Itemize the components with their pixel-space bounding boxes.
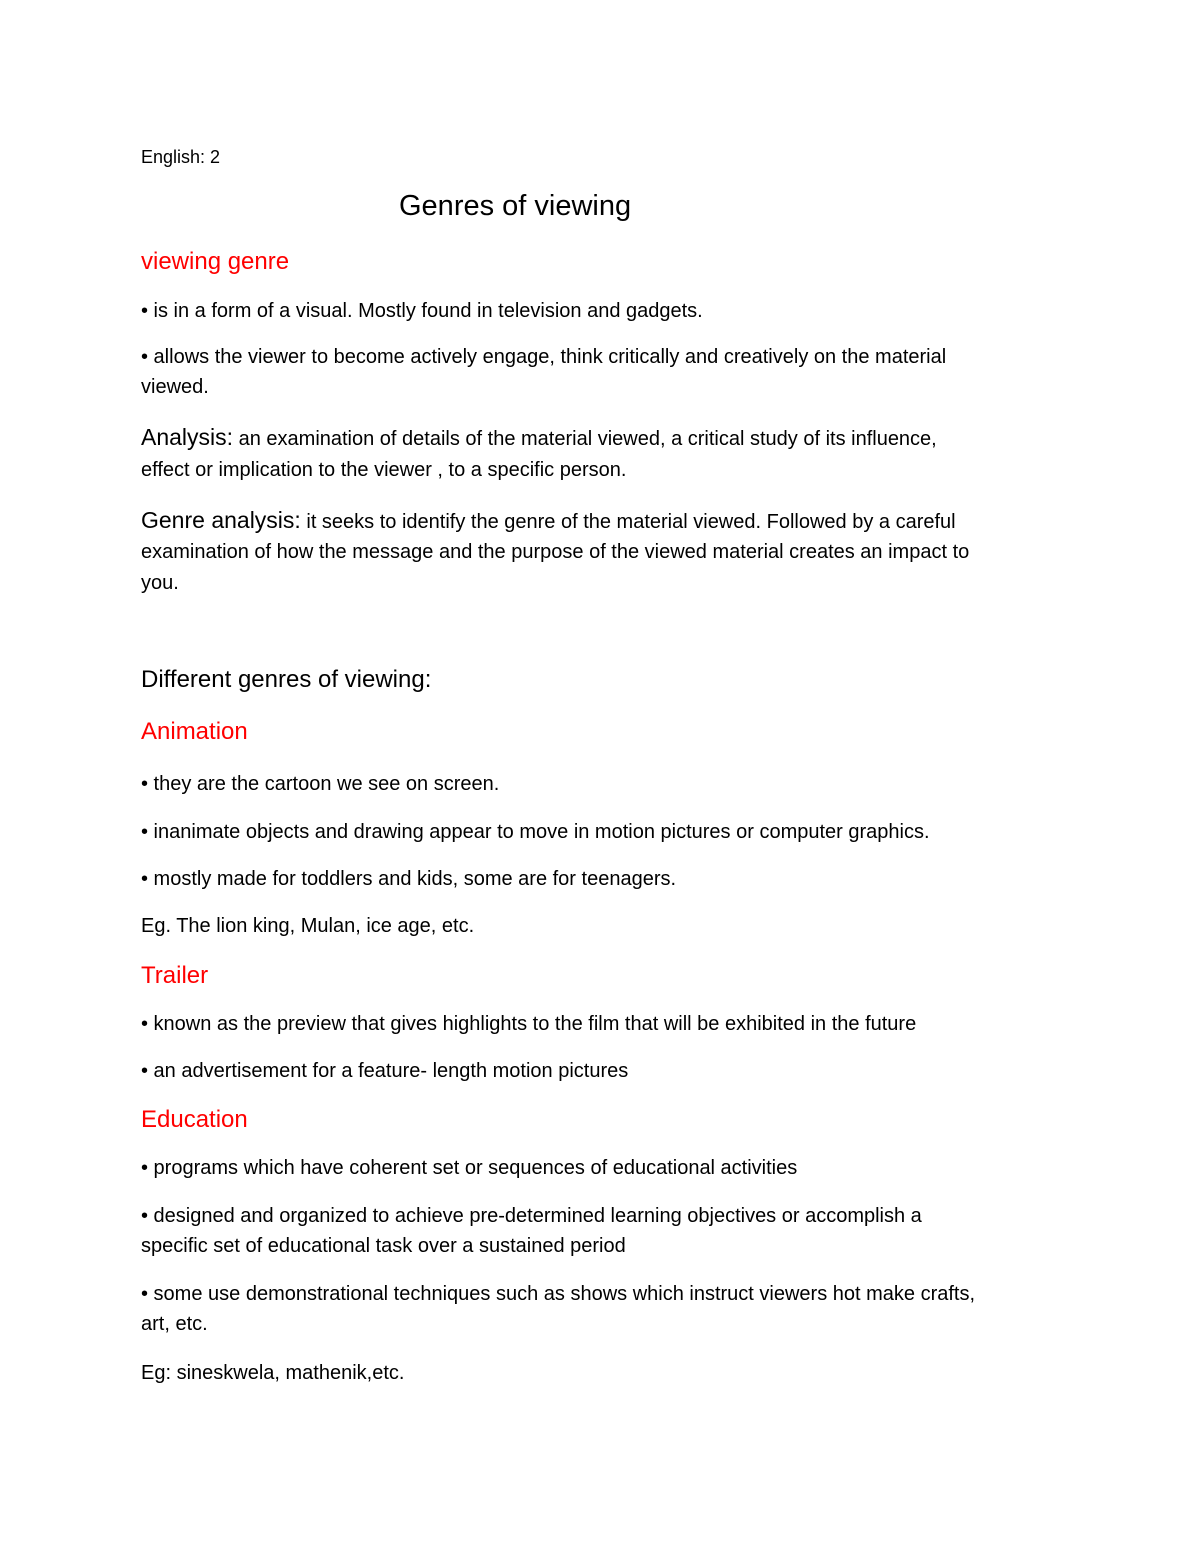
- education-heading: Education: [141, 1106, 248, 1133]
- viewing-genre-bullet-1: • is in a form of a visual. Mostly found in television and gadgets.: [141, 300, 703, 322]
- genre-analysis-line-2: examination of how the message and the purpose of the viewed material creates an impact to: [141, 541, 970, 563]
- education-bullet-1: • programs which have coherent set or sequences of educational activities: [141, 1157, 798, 1179]
- analysis-term: Analysis:: [141, 424, 234, 450]
- animation-example: Eg. The lion king, Mulan, ice age, etc.: [141, 915, 475, 937]
- genre-analysis-line-3: you.: [141, 572, 179, 594]
- viewing-genre-bullet-2-cont: viewed.: [141, 376, 209, 398]
- analysis-line-2: effect or implication to the viewer , to a specific person.: [141, 459, 627, 481]
- subject-header: English: 2: [141, 147, 221, 167]
- education-example: Eg: sineskwela, mathenik,etc.: [141, 1362, 405, 1384]
- education-bullet-3: • some use demonstrational techniques such as shows which instruct viewers hot make crafts,: [141, 1283, 976, 1305]
- education-bullet-2: • designed and organized to achieve pre-determined learning objectives or accomplish a: [141, 1205, 922, 1227]
- animation-bullet-1: • they are the cartoon we see on screen.: [141, 773, 500, 795]
- trailer-heading: Trailer: [141, 962, 209, 989]
- analysis-definition: an examination of details of the material viewed, a critical study of its influence,: [233, 428, 937, 450]
- education-bullet-3-cont: art, etc.: [141, 1313, 208, 1335]
- animation-heading: Animation: [141, 718, 248, 745]
- viewing-genre-heading: viewing genre: [141, 248, 290, 275]
- education-bullet-2-cont: specific set of educational task over a sustained period: [141, 1235, 626, 1257]
- trailer-bullet-2: • an advertisement for a feature- length motion pictures: [141, 1060, 629, 1082]
- document-title: Genres of viewing: [399, 190, 632, 222]
- genre-analysis-term: Genre analysis:: [141, 507, 301, 533]
- analysis-line-1: [141, 422, 937, 454]
- trailer-bullet-1: • known as the preview that gives highlights to the film that will be exhibited in the future: [141, 1013, 917, 1035]
- genre-analysis-line-1: [141, 505, 956, 537]
- different-genres-heading: Different genres of viewing:: [141, 666, 432, 693]
- viewing-genre-bullet-2: • allows the viewer to become actively engage, think critically and creatively on the material: [141, 346, 947, 368]
- animation-bullet-2: • inanimate objects and drawing appear to move in motion pictures or computer graphics.: [141, 821, 930, 843]
- animation-bullet-3: • mostly made for toddlers and kids, some are for teenagers.: [141, 868, 677, 890]
- genre-analysis-definition: it seeks to identify the genre of the material viewed. Followed by a careful: [300, 511, 956, 533]
